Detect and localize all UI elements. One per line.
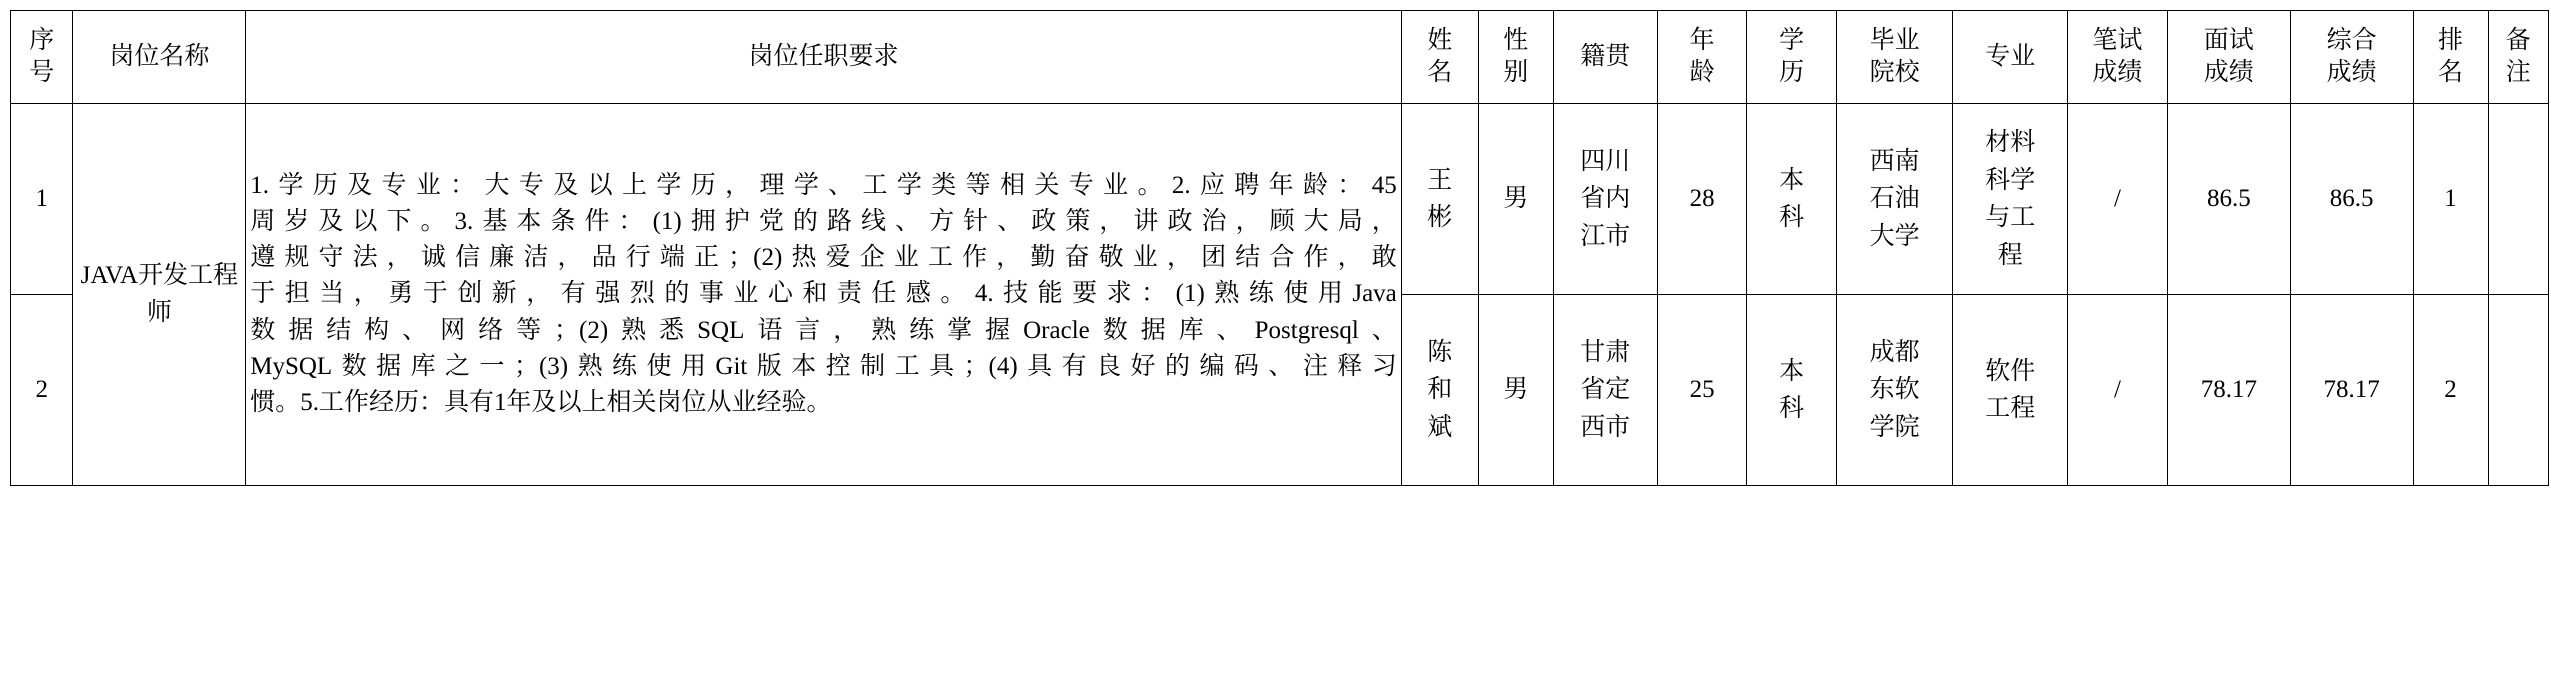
header-education <box>1747 11 1837 104</box>
cell-major <box>1953 104 2068 295</box>
header-major-label: 专业 <box>1985 42 2036 70</box>
header-total-score <box>2290 11 2413 104</box>
header-school <box>1836 11 1953 104</box>
header-name-label: 姓名 <box>1427 27 1453 86</box>
cell-native-place <box>1553 104 1657 295</box>
cell-name-text: 王彬 <box>1427 166 1453 231</box>
cell-requirements <box>246 104 1402 486</box>
cell-interview-score: 86.5 <box>2167 104 2290 295</box>
requirement-line: 数据结构、网络等；(2)熟悉SQL语言，熟练掌握Oracle数据库、Postgresql、 <box>250 316 1397 344</box>
requirement-line: 于担当，勇于创新，有强烈的事业心和责任感。4.技能要求：(1)熟练使用Java <box>250 280 1397 308</box>
cell-seq: 2 <box>11 295 73 486</box>
cell-total-score: 86.5 <box>2290 104 2413 295</box>
header-name <box>1401 11 1478 104</box>
cell-school-text: 西南石油大学 <box>1869 147 1920 250</box>
header-school-label: 毕业院校 <box>1869 27 1920 86</box>
cell-total-score: 78.17 <box>2290 295 2413 486</box>
header-gender-label: 性别 <box>1503 27 1529 86</box>
cell-major-text: 材料科学与工程 <box>1985 129 2036 269</box>
cell-name <box>1401 295 1478 486</box>
header-total-score-label: 综合成绩 <box>2326 27 2377 86</box>
header-seq <box>11 11 73 104</box>
header-written-score-label: 笔试成绩 <box>2092 27 2143 86</box>
header-rank-label: 排名 <box>2438 27 2464 86</box>
header-remark <box>2488 11 2548 104</box>
header-requirements <box>246 11 1402 104</box>
cell-age: 25 <box>1657 295 1747 486</box>
cell-post-name: JAVA开发工程师 <box>73 104 246 486</box>
cell-native-place <box>1553 295 1657 486</box>
header-rank <box>2413 11 2488 104</box>
cell-major <box>1953 295 2068 486</box>
cell-education-text: 本科 <box>1779 166 1805 231</box>
cell-school <box>1836 295 1953 486</box>
header-native-place-label: 籍贯 <box>1580 42 1631 70</box>
table-row <box>11 104 2549 295</box>
requirement-line: 1.学历及专业：大专及以上学历，理学、工学类等相关专业。2.应聘年龄：45 <box>250 171 1397 199</box>
cell-native-place-text: 四川省内江市 <box>1580 147 1631 250</box>
header-interview-score-label: 面试成绩 <box>2203 27 2254 86</box>
cell-gender: 男 <box>1478 295 1553 486</box>
cell-education-text: 本科 <box>1779 357 1805 422</box>
cell-seq: 1 <box>11 104 73 295</box>
requirement-line: 惯。5.工作经历：具有1年及以上相关岗位从业经验。 <box>250 389 832 417</box>
header-gender <box>1478 11 1553 104</box>
requirement-line: MySQL数据库之一；(3)熟练使用Git版本控制工具；(4)具有良好的编码、注释习 <box>250 352 1397 380</box>
requirement-line: 遵规守法，诚信廉洁，品行端正；(2)热爱企业工作，勤奋敬业，团结合作，敢 <box>250 244 1397 272</box>
cell-school <box>1836 104 1953 295</box>
cell-rank: 2 <box>2413 295 2488 486</box>
cell-gender: 男 <box>1478 104 1553 295</box>
cell-rank: 1 <box>2413 104 2488 295</box>
cell-school-text: 成都东软学院 <box>1869 338 1920 441</box>
cell-remark <box>2488 295 2548 486</box>
cell-remark <box>2488 104 2548 295</box>
header-age-label: 年龄 <box>1689 27 1715 86</box>
cell-native-place-text: 甘肃省定西市 <box>1580 338 1631 441</box>
cell-interview-score: 78.17 <box>2167 295 2290 486</box>
recruitment-results-table <box>10 10 2549 486</box>
cell-major-text: 软件工程 <box>1985 357 2036 422</box>
cell-written-score: / <box>2067 104 2167 295</box>
cell-age: 28 <box>1657 104 1747 295</box>
header-education-label: 学历 <box>1779 27 1805 86</box>
header-seq-label: 序号 <box>29 27 55 86</box>
header-post-name-label: 岗位名称 <box>109 42 210 70</box>
cell-education <box>1747 295 1837 486</box>
header-native-place <box>1553 11 1657 104</box>
table-header-row <box>11 11 2549 104</box>
cell-name-text: 陈和斌 <box>1427 338 1453 441</box>
header-written-score <box>2067 11 2167 104</box>
header-remark-label: 备注 <box>2505 27 2531 86</box>
header-interview-score <box>2167 11 2290 104</box>
header-post-name <box>73 11 246 104</box>
header-major <box>1953 11 2068 104</box>
header-age <box>1657 11 1747 104</box>
cell-name <box>1401 104 1478 295</box>
cell-written-score: / <box>2067 295 2167 486</box>
header-requirements-label: 岗位任职要求 <box>748 42 899 70</box>
requirement-line: 周岁及以下。3.基本条件：(1)拥护党的路线、方针、政策，讲政治，顾大局， <box>250 207 1397 235</box>
cell-education <box>1747 104 1837 295</box>
